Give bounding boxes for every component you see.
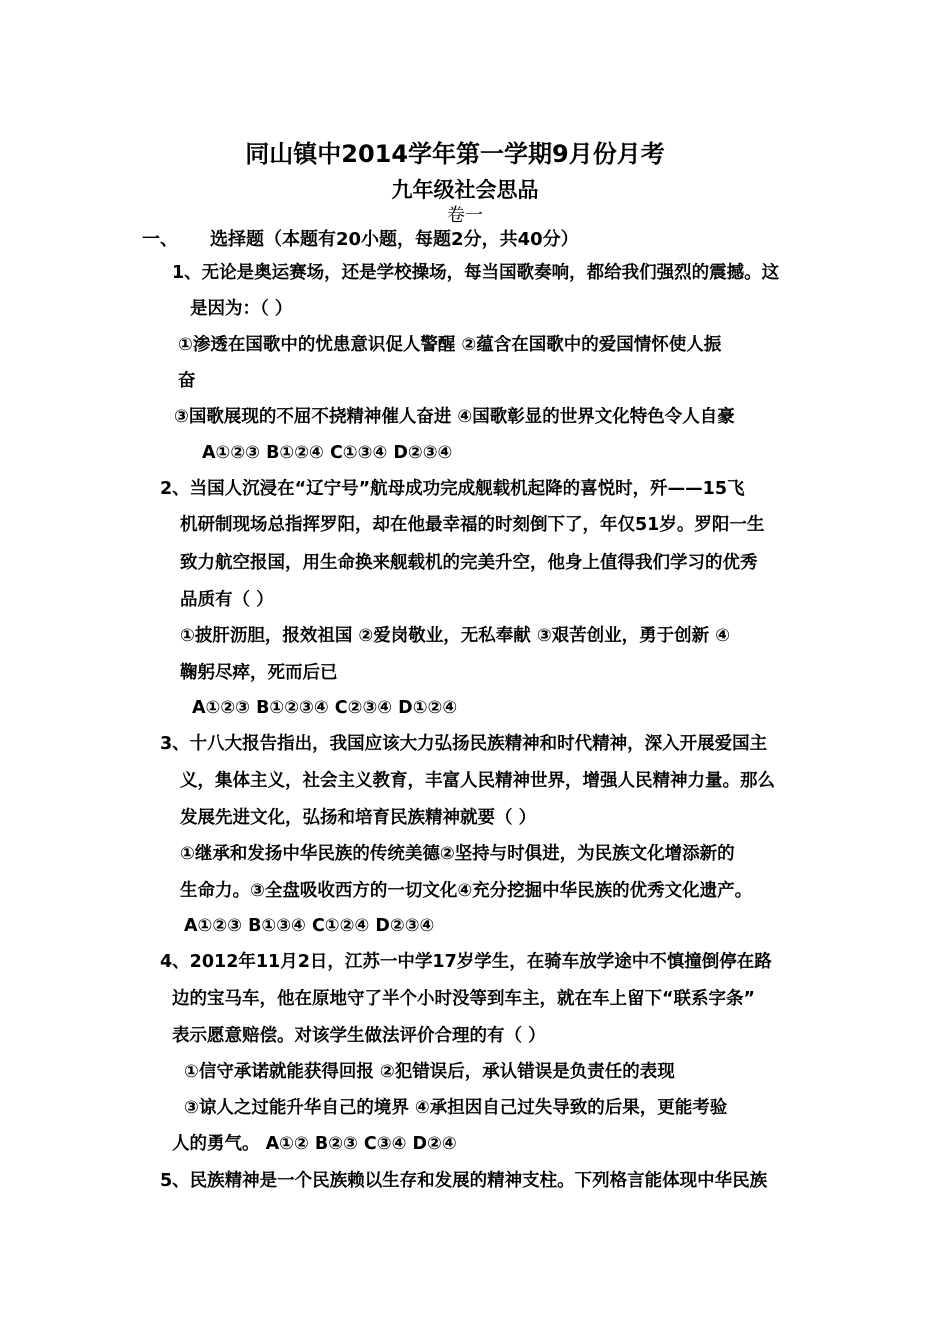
option-line: 人的勇气。 A①② B②③ C③④ D②④ [172, 1134, 457, 1154]
question-line: 边的宝马车，他在原地守了半个小时没等到车主，就在车上留下“联系字条” [172, 989, 756, 1009]
option-line: ①信守承诺就能获得回报 ②犯错误后，承认错误是负责任的表现 [184, 1062, 675, 1082]
question-line: 1、无论是奥运赛场，还是学校操场，每当国歌奏响，都给我们强烈的震撼。这 [172, 263, 780, 283]
question-line: 是因为：（ ） [190, 299, 293, 319]
question-line: 致力航空报国，用生命换来舰载机的完美升空，他身上值得我们学习的优秀 [180, 553, 758, 573]
option-line: 奋 [178, 371, 196, 391]
section-heading: 选择题（本题有20小题，每题2分，共40分） [210, 229, 579, 250]
option-line: ①披肝沥胆，报效祖国 ②爱岗敬业，无私奉献 ③艰苦创业，勇于创新 ④ [180, 626, 731, 646]
option-line: 生命力。③全盘吸收西方的一切文化④充分挖掘中华民族的优秀文化遗产。 [180, 881, 753, 901]
exam-title: 同山镇中2014学年第一学期9月份月考 [245, 140, 665, 168]
question-line: 表示愿意赔偿。对该学生做法评价合理的有（ ） [172, 1026, 546, 1046]
exam-subtitle: 九年级社会思品 [391, 178, 539, 202]
question-line: 2、当国人沉浸在“辽宁号”航母成功完成舰载机起降的喜悦时，歼——15飞 [160, 479, 745, 499]
question-line: 3、十八大报告指出，我国应该大力弘扬民族精神和时代精神，深入开展爱国主 [160, 734, 768, 754]
question-line: 发展先进文化，弘扬和培育民族精神就要（ ） [180, 808, 537, 828]
question-line: 4、2012年11月2日，江苏一中学17岁学生，在骑车放学途中不慎撞倒停在路 [160, 952, 772, 972]
option-line: ①继承和发扬中华民族的传统美德②坚持与时俱进，为民族文化增添新的 [180, 844, 735, 864]
option-line: 鞠躬尽瘁，死而后已 [180, 663, 338, 683]
option-line: ③谅人之过能升华自己的境界 ④承担因自己过失导致的后果，更能考验 [184, 1098, 728, 1118]
answer-choices: A①②③ B①③④ C①②④ D②③④ [184, 916, 435, 936]
answer-choices: A①②③ B①②③④ C②③④ D①②④ [192, 698, 458, 718]
question-line: 5、民族精神是一个民族赖以生存和发展的精神支柱。下列格言能体现中华民族 [160, 1171, 768, 1191]
answer-choices: A①②③ B①②④ C①③④ D②③④ [202, 443, 453, 463]
volume-label: 卷一 [447, 205, 483, 226]
section-number: 一、 [142, 229, 178, 250]
question-line: 机研制现场总指挥罗阳，却在他最幸福的时刻倒下了，年仅51岁。罗阳一生 [180, 515, 765, 535]
question-line: 义，集体主义，社会主义教育，丰富人民精神世界，增强人民精神力量。那么 [180, 771, 775, 791]
option-line: ①渗透在国歌中的忧患意识促人警醒 ②蕴含在国歌中的爱国情怀使人振 [178, 335, 722, 355]
question-line: 品质有（ ） [180, 590, 274, 610]
option-line: ③国歌展现的不屈不挠精神催人奋进 ④国歌彰显的世界文化特色令人自豪 [174, 407, 735, 427]
